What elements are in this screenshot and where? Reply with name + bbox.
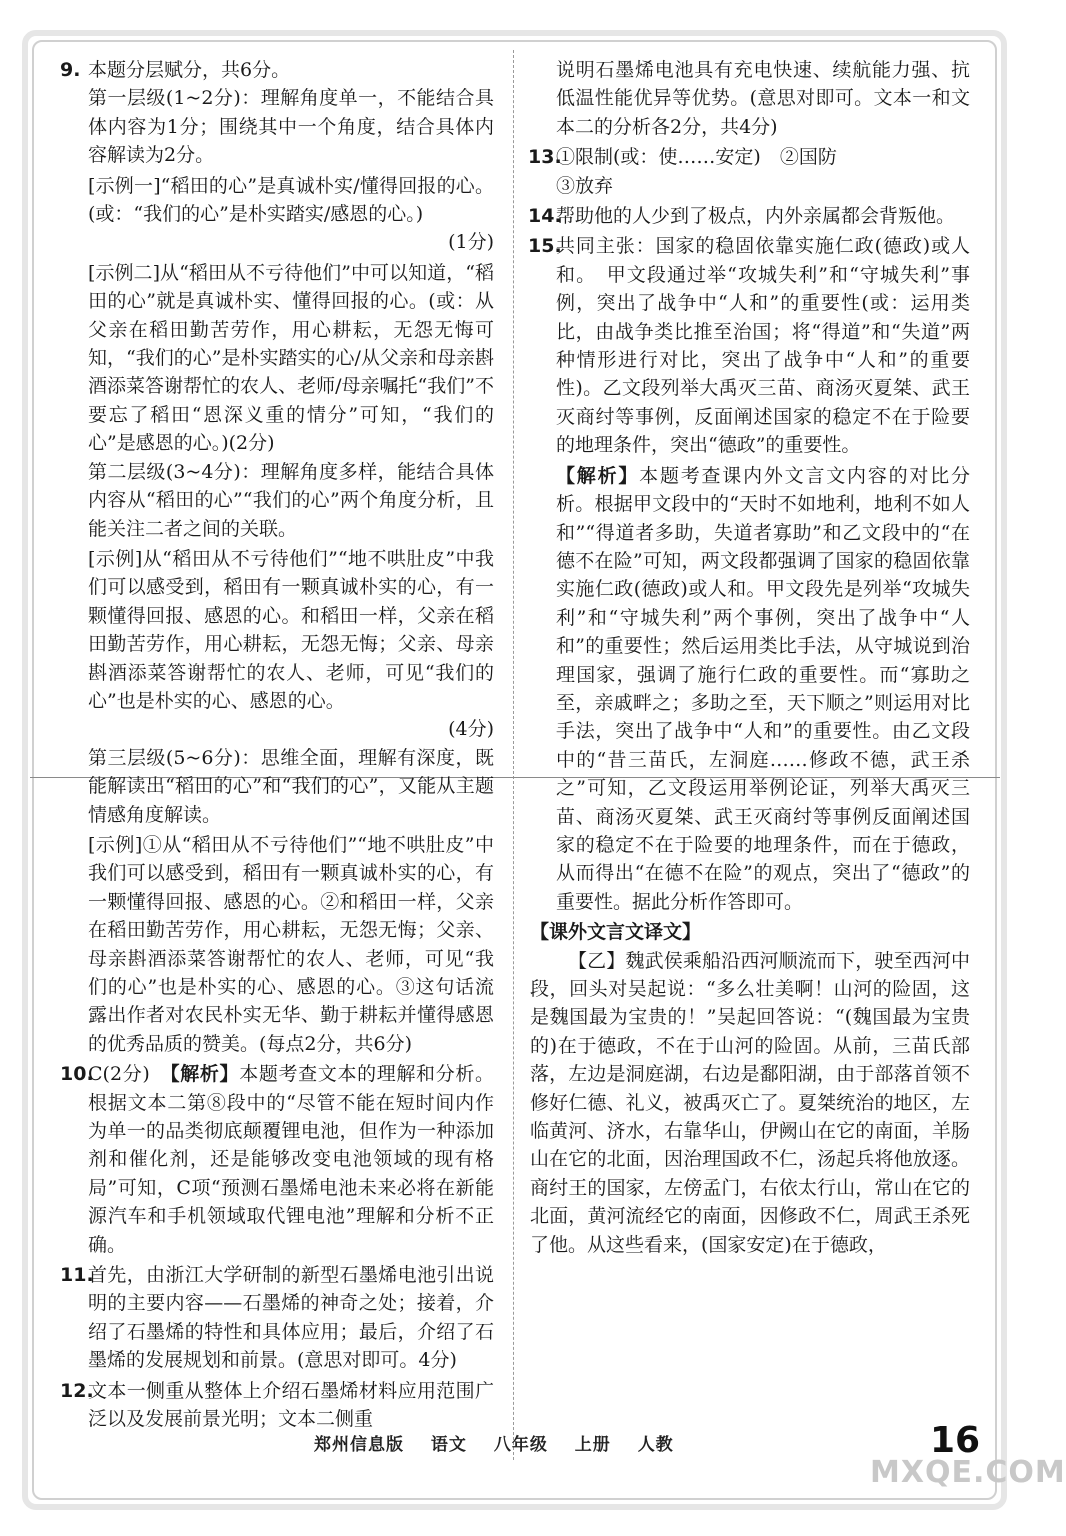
footer-info: [314, 1430, 694, 1455]
q10-body: [88, 1060, 494, 1259]
question-11: [62, 1261, 494, 1375]
left-column: [62, 56, 494, 1436]
q10-text: 本题考查文本的理解和分析。根据文本二第⑧段中的“尽管不能在短时间内作为单一的品类彻底颠覆锂电池，但作为一种添加剂和催化剂，还是能够改变电池领域的现有格局”可知，C项“预测石墨烯电池未来必将在新能源汽车和手机领域取代锂电池”理解和分析不正确。: [88, 1063, 494, 1256]
q12-continued-text: 说明石墨烯电池具有充电快速、续航能力强、抗低温性能优异等优势。(意思对即可。文本一和文本二的分析各2分，共4分): [556, 59, 970, 138]
translation-section: [530, 918, 970, 1259]
q9-level1: 第一层级(1~2分)：理解角度单一，不能结合具体内容为1分；围绕其中一个角度，结合具体内容解读为2分。: [88, 87, 494, 167]
q15-jiexi-text: 本题考查课内外文言文内容的对比分析。根据甲文段中的“天时不如地利，地利不如人和”“得道者多助，失道者寡助”和乙文段中的“在德不在险”可知，两文段都强调了国家的稳固依靠实施仁政(德政)或人和。甲文段先是列举“攻城失利”和“守城失利”两个事例，突出了战争中“人和”的重要性；然后运用类比手法，从守城说到治理国家，强调了施行仁政的重要性。而“寡助之至，亲戚畔之；多助之至，天下顺之”则运用对比手法，突出了战争中“人和”的重要性。由乙文段中的“昔三苗氏，左洞庭……修政不德，武王杀之”可知，乙文段运用举例论证，列举大禹灭三苗、商汤灭夏桀、武王灭商纣等事例反面阐述国家的稳定不在于险要的地理条件，而在于德政，从而得出“在德不在险”的观点，突出了“德政”的重要性。据此分析作答即可。: [556, 464, 970, 913]
page-number: 16: [930, 1420, 981, 1461]
question-number: 14.: [528, 205, 562, 228]
question-number: 15.: [528, 235, 562, 258]
q15-jiexi: [556, 462, 970, 917]
translation-header: 【课外文言文译文】: [530, 921, 702, 944]
footer-subject: 语文: [430, 1435, 467, 1455]
q11-text: 首先，由浙江大学研制的新型石墨烯电池引出说明的主要内容——石墨烯的神奇之处；接着，介绍了石墨烯的特性和具体应用；最后，介绍了石墨烯的发展规划和前景。(意思对即可。4分): [88, 1264, 494, 1372]
question-9: [62, 56, 494, 1058]
footer-edition: 郑州信息版: [314, 1435, 404, 1455]
question-14: [530, 202, 970, 230]
question-number: 11.: [60, 1264, 94, 1287]
question-number: 12.: [60, 1379, 94, 1402]
q13-text2: ③放弃: [556, 174, 614, 197]
jiexi-label: 【解析】: [556, 464, 640, 487]
question-13: [530, 143, 970, 200]
q9-example4: [示例]①从“稻田从不亏待他们”“地不哄肚皮”中我们可以感受到，稻田有一颗真诚朴实的心，有一颗懂得回报、感恩的心。②和稻田一样，父亲在稻田勤苦劳作，用心耕耘，无怨无悔；父亲、母亲斟酒添菜答谢帮忙的农人、老师，可见“我们的心”也是朴实的心、感恩的心。③这句话流露出作者对农民朴实无华、勤于耕耘并懂得感恩的优秀品质的赞美。(每点2分，共6分): [88, 833, 494, 1055]
q14-text: 帮助他的人少到了极点，内外亲属都会背叛他。: [556, 205, 956, 228]
q13-text1: ①限制(或：使……安定) ②国防: [556, 146, 837, 169]
jiexi-label: 【解析】: [170, 1063, 240, 1086]
right-column: [530, 56, 970, 1261]
footer-volume: 上册: [574, 1435, 611, 1455]
q15-text: 共同主张：国家的稳固依靠实施仁政(德政)或人和。 甲文段通过举“攻城失利”和“守城失利”事例，突出了战争中“人和”的重要性(或：运用类比，由战争类比推至治国；将“得道”和“失道”两种情形进行对比，突出了战争中“人和”的重要性)。乙文段列举大禹灭三苗、商汤灭夏桀、武王灭商纣等事例，反面阐述国家的稳定不在于险要的地理条件，突出“德政”的重要性。: [556, 235, 970, 457]
q9-level3: 第三层级(5~6分)：思维全面，理解有深度，既能解读出“稻田的心”和“我们的心”，又能从主题情感角度解读。: [88, 746, 494, 826]
question-15: [530, 232, 970, 916]
q9-example1: [示例一]“稻田的心”是真诚朴实/懂得回报的心。(或：“我们的心”是朴实踏实/感恩的心。): [88, 174, 494, 226]
q12-text: 文本一侧重从整体上介绍石墨烯材料应用范围广泛以及发展前景光明；文本二侧重: [88, 1379, 494, 1431]
q9-example3-score: (4分): [448, 718, 494, 741]
question-number: 13.: [528, 146, 562, 169]
q9-example2: [示例二]从“稻田从不亏待他们”中可以知道，“稻田的心”就是真诚朴实、懂得回报的心。(或：从父亲在稻田勤苦劳作，用心耕耘，无怨无悔可知，“我们的心”是朴实踏实的心/从父亲和母亲斟酒添菜答谢帮忙的农人、老师/母亲嘱托“我们”不要忘了稻田“恩深义重的情分”可知，“我们的心”是感恩的心。)(2分): [88, 261, 494, 455]
translation-text: 【乙】魏武侯乘船沿西河顺流而下，驶至西河中段，回头对吴起说：“多么壮美啊！山河的险固，这是魏国最为宝贵的！”吴起回答说：“(魏国最为宝贵的)在于德政，不在于山河的险固。从前，三苗氏部落，左边是洞庭湖，右边是鄱阳湖，由于部落首领不修好仁德、礼义，被禹灭亡了。夏桀统治的地区，左临黄河、济水，右靠华山，伊阙山在它的南面，羊肠山在它的北面，因治理国政不仁，汤起兵将他放逐。商纣王的国家，左傍孟门，右依太行山，常山在它的北面，黄河流经它的南面，因修政不仁，周武王杀死了他。从这些看来，(国家安定)在于德政，: [530, 949, 970, 1256]
question-number: 9.: [60, 59, 81, 81]
q9-example3: [示例]从“稻田从不亏待他们”“地不哄肚皮”中我们可以感受到，稻田有一颗真诚朴实的心，有一颗懂得回报、感恩的心。和稻田一样，父亲在稻田勤苦劳作，用心耕耘，无怨无悔；父亲、母亲斟酒添菜答谢帮忙的农人、老师，可见“我们的心”也是朴实的心、感恩的心。: [88, 547, 494, 712]
question-12-continued: [530, 56, 970, 141]
q9-level2: 第二层级(3~4分)：理解角度多样，能结合具体内容从“稻田的心”“我们的心”两个角度分析，且能关注二者之间的关联。: [88, 460, 494, 540]
column-divider: [513, 50, 514, 1460]
q9-example1-score: (1分): [448, 231, 494, 254]
footer-publisher: 人教: [637, 1435, 674, 1455]
watermark: MXQE.COM: [870, 1455, 1066, 1490]
q10-answer: C(2分): [88, 1063, 150, 1086]
q9-intro: 本题分层赋分，共6分。: [88, 59, 291, 81]
footer-grade: 八年级: [493, 1435, 548, 1455]
question-number: 10.: [60, 1063, 94, 1086]
question-10: [62, 1060, 494, 1259]
